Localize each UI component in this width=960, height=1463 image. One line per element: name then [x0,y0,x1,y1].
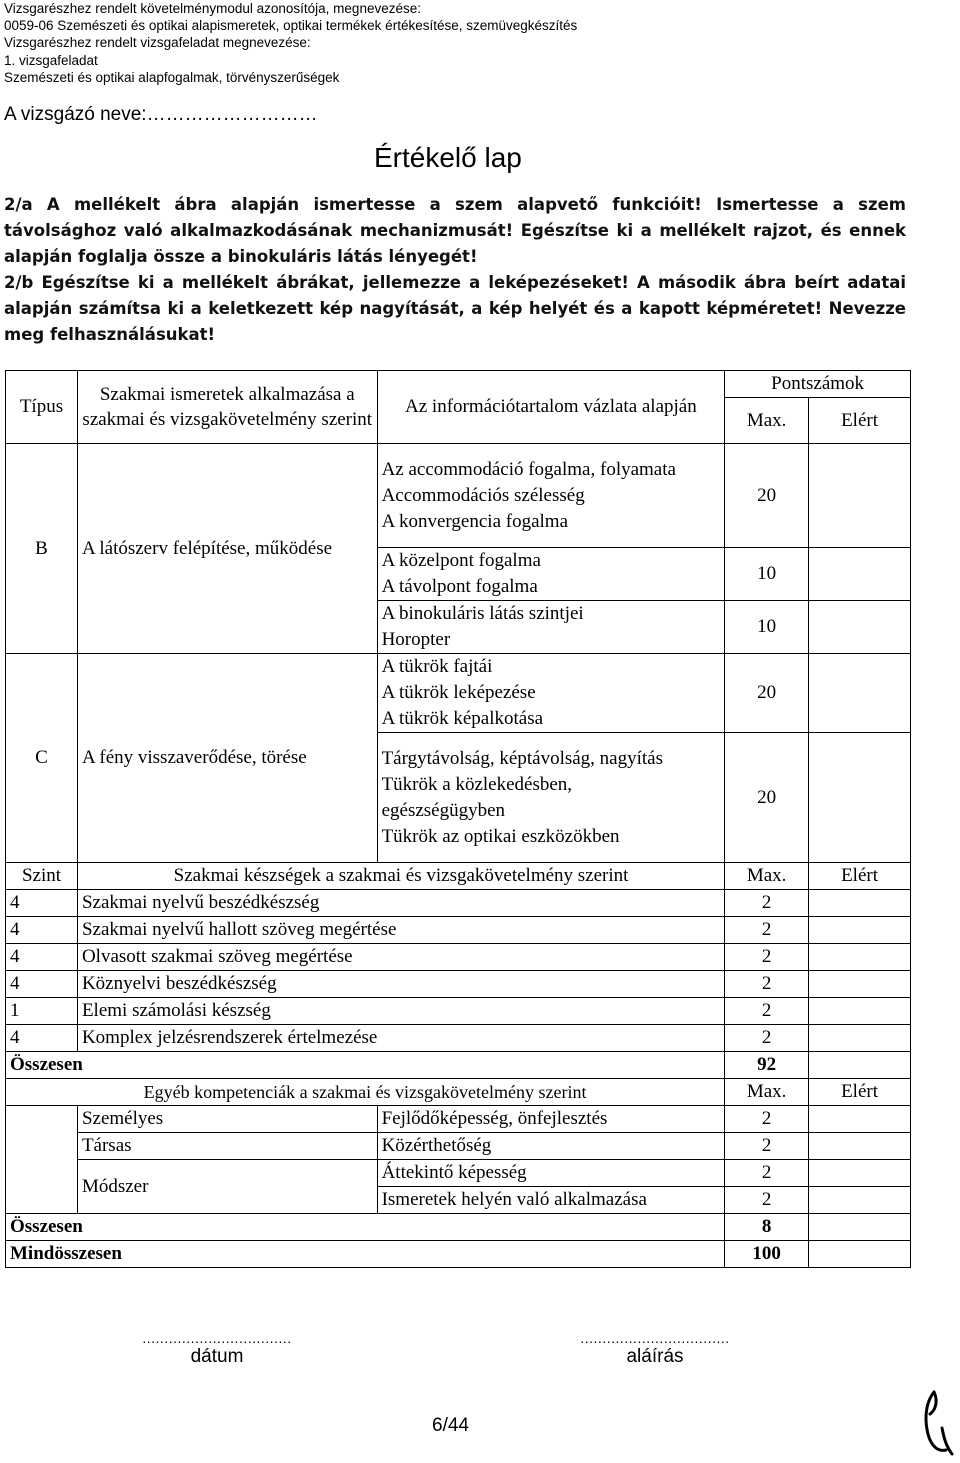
skill-level: 4 [6,917,78,944]
skills-total-value: 92 [725,1052,809,1079]
skills-total-achieved[interactable] [809,1052,911,1079]
col-header-other: Egyéb kompetenciák a szakmai és vizsgakövetelmény szerint [6,1079,725,1106]
date-label: dátum [190,1346,244,1367]
competency-achieved[interactable] [809,1133,911,1160]
date-line: .................................. [142,1330,292,1346]
outline-item: A binokuláris látás szintjei [381,603,584,624]
skill-max: 2 [725,998,809,1025]
competency-category: Társas [77,1133,377,1160]
skill-achieved[interactable] [809,1025,911,1052]
achieved-points-cell[interactable] [809,444,911,548]
outline-group-5 [377,733,725,863]
competency-item: Közérthetőség [377,1133,725,1160]
competency-total-value: 8 [725,1214,809,1241]
achieved-points-cell[interactable] [809,654,911,733]
competency-max: 2 [725,1160,809,1187]
competency-achieved[interactable] [809,1160,911,1187]
task-part-b-text: 2/b Egészítse ki a mellékelt ábrákat, jellemezze a leképezéseket! A második ábra beírt adatai alapján számítsa ki a keletkezett kép nagyítását, a kép helyét és a kapott képméretet! Nevezze meg felhasználásukat! [4,273,906,344]
outline-item: A konvergencia fogalma [381,510,568,532]
skill-name: Szakmai nyelvű beszédkészség [77,890,724,917]
col-header-knowledge: Szakmai ismeretek alkalmazása a szakmai és vizsgakövetelmény szerint [77,371,377,444]
competency-max: 2 [725,1187,809,1214]
competency-item: Fejlődőképesség, önfejlesztés [377,1106,725,1133]
col-header-achieved: Elért [809,863,911,890]
skill-name: Szakmai nyelvű hallott szöveg megértése [77,917,724,944]
max-points-cell: 20 [725,733,809,863]
competency-item: Áttekintő képesség [377,1160,725,1187]
candidate-name-label: A vizsgázó neve:……………………… [4,104,318,125]
skill-achieved[interactable] [809,944,911,971]
skill-level: 4 [6,944,78,971]
max-points-cell: 10 [725,548,809,601]
outline-group-1 [377,444,725,548]
topic-b-cell: A látószerv felépítése, működése [77,444,377,654]
skill-max: 2 [725,1025,809,1052]
skill-name: Elemi számolási készség [77,998,724,1025]
signature-line: .................................. [580,1330,730,1346]
spacer-cell [6,1106,78,1133]
skill-achieved[interactable] [809,998,911,1025]
grand-total-value: 100 [725,1241,809,1268]
outline-group-4 [377,654,725,733]
max-points-cell: 20 [725,654,809,733]
outline-item: A tükrök leképezése [381,682,536,703]
outline-item: Horopter [381,629,451,650]
outline-item: A tükrök fajtái [381,656,493,677]
outline-group-3 [377,601,725,654]
skill-achieved[interactable] [809,917,911,944]
achieved-points-cell[interactable] [809,548,911,601]
achieved-points-cell[interactable] [809,733,911,863]
col-header-max: Max. [725,1079,809,1106]
competency-category: Módszer [77,1160,377,1214]
skill-max: 2 [725,944,809,971]
page-title-text: Értékelő lap [374,142,522,173]
header-line: Vizsgarészhez rendelt vizsgafeladat megnevezése: [4,35,311,51]
header-line: 1. vizsgafeladat [4,52,98,68]
page-number: 6/44 [432,1415,469,1436]
skills-total-label: Összesen [6,1052,725,1079]
competency-item: Ismeretek helyén való alkalmazása [377,1187,725,1214]
max-points-cell: 20 [725,444,809,548]
competency-achieved[interactable] [809,1106,911,1133]
skill-name: Olvasott szakmai szöveg megértése [77,944,724,971]
task-part-a-text: 2/a A mellékelt ábra alapján ismertesse a szem alapvető funkcióit! Ismertesse a szem távolsághoz való alkalmazkodásának mechanizmusát! Egészítse ki a mellékelt rajzot, és ennek alapján foglalja össze a binokuláris látás lényegét! [4,195,906,266]
spacer-cell [6,1160,78,1187]
type-b-cell: B [6,444,78,654]
col-header-achieved: Elért [809,1079,911,1106]
skill-level: 4 [6,971,78,998]
signature-label: aláírás [626,1346,684,1367]
spacer-cell [6,1187,78,1214]
outline-item: Accommodációs szélesség [381,484,585,506]
outline-item: Tükrök az optikai eszközökben [381,825,620,847]
grand-total-label: Mindösszesen [6,1241,725,1268]
skill-level: 4 [6,890,78,917]
outline-group-2 [377,548,725,601]
skill-max: 2 [725,890,809,917]
skill-max: 2 [725,917,809,944]
outline-item: A távolpont fogalma [381,576,538,597]
outline-item: A közelpont fogalma [381,550,541,571]
col-header-skills: Szakmai készségek a szakmai és vizsgakövetelmény szerint [77,863,724,890]
topic-c-cell: A fény visszaverődése, törése [77,654,377,863]
competency-achieved[interactable] [809,1187,911,1214]
outline-item: Tükrök a közlekedésben, egészségügyben [381,773,573,821]
grand-total-achieved[interactable] [809,1241,911,1268]
handwritten-mark-icon [920,1388,956,1458]
col-header-achieved: Elért [809,398,911,444]
outline-item: A tükrök képalkotása [381,708,544,729]
task-part-a [4,192,906,270]
skill-max: 2 [725,971,809,998]
competency-total-achieved[interactable] [809,1214,911,1241]
competency-total-label: Összesen [6,1214,725,1241]
document-header [4,0,577,86]
skill-name: Köznyelvi beszédkészség [77,971,724,998]
competency-category: Személyes [77,1106,377,1133]
col-header-type: Típus [6,371,78,444]
skill-achieved[interactable] [809,890,911,917]
task-part-b [4,270,906,348]
header-line: 0059-06 Szemészeti és optikai alapismeretek, optikai termékek értékesítése, szemüvegkészítés [4,18,578,34]
outline-item: Tárgytávolság, képtávolság, nagyítás [381,747,663,769]
outline-item: Az accommodáció fogalma, folyamata [381,458,676,480]
spacer-cell [6,1133,78,1160]
col-header-max: Max. [725,863,809,890]
date-block [86,1330,348,1368]
col-header-max: Max. [725,398,809,444]
signature-block [524,1330,786,1368]
col-header-level: Szint [6,863,78,890]
header-line: Vizsgarészhez rendelt követelménymodul azonosítója, megnevezése: [4,1,421,16]
achieved-points-cell[interactable] [809,601,911,654]
col-header-outline: Az információtartalom vázlata alapján [377,371,725,444]
competency-max: 2 [725,1106,809,1133]
skill-achieved[interactable] [809,971,911,998]
competency-max: 2 [725,1133,809,1160]
evaluation-table [5,370,911,1268]
header-line: Szemészeti és optikai alapfogalmak, törvényszerűségek [4,69,340,85]
max-points-cell: 10 [725,601,809,654]
type-c-cell: C [6,654,78,863]
col-header-points: Pontszámok [725,371,911,398]
skill-name: Komplex jelzésrendszerek értelmezése [77,1025,724,1052]
skill-level: 4 [6,1025,78,1052]
skill-level: 1 [6,998,78,1025]
